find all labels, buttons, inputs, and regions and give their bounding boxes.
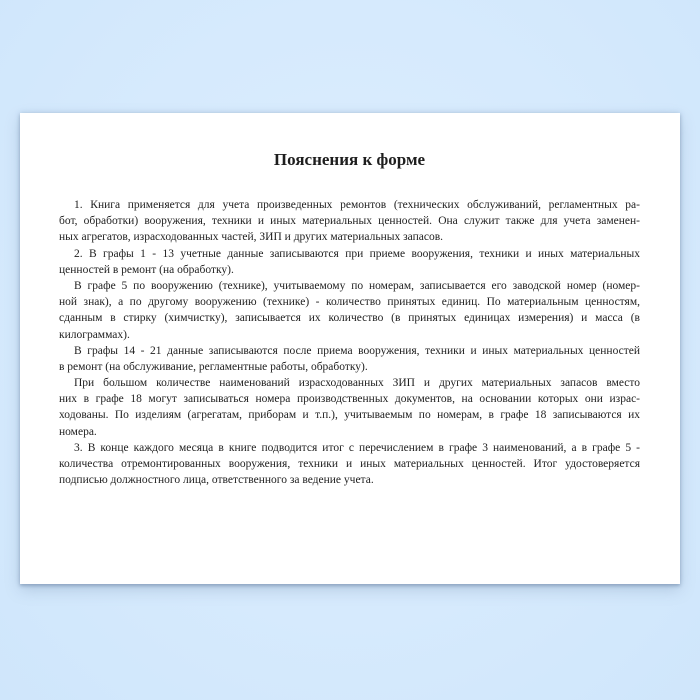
text-line: 1. Книга применяется для учета произведенных ремонтов (технических обслуживаний, регламентных ра- [74,199,640,211]
text-line: В графы 14 - 21 данные записываются после приема вооружения, техники и иных материальных ценностей [74,344,640,357]
text-line: в ремонт (на обслуживание, регламентные работы, обработку). [59,360,368,373]
page-title: Пояснения к форме [273,150,426,169]
text-line: номера. [59,425,97,438]
text-line: 3. В конце каждого месяца в книге подводится итог с перечислением в графе 3 наименований, а в графе 5 - [74,441,640,454]
document-page [20,113,680,584]
text-line: сданным в стирку (химчистку), записывается их количество (в принятых единицах измерения) и масса (в [59,312,640,325]
text-line: подписью должностного лица, ответственного за ведение учета. [59,474,374,487]
text-line: количества отремонтированных вооружения, техники и иных материальных ценностей. Итог удостоверяется [59,458,640,470]
text-line: При большом количестве наименований израсходованных ЗИП и других материальных запасов вместо [74,377,640,390]
text-line: 2. В графы 1 - 13 учетные данные записываются при приеме вооружения, техники и иных материальных [74,247,640,260]
text-line: ходованы. По изделиям (агрегатам, приборам и т.п.), учитываемым по номерам, в графе 18 записываются их [59,409,640,422]
text-line: В графе 5 по вооружению (технике), учитываемому по номерам, записывается его заводской номер (номер- [74,279,640,292]
text-line: бот, обработки) вооружения, техники и иных материальных ценностей. Она служит также для учета заменен- [59,215,640,228]
text-line: них в графе 18 могут записываться номера производственных документов, на основании которых они израс- [59,393,640,406]
document-body [59,197,640,488]
text-line: ных агрегатов, израсходованных частей, ЗИП и других материальных запасов. [59,231,444,244]
text-line: ной знак), а по другому вооружению (технике) - количество принятых единиц. По материальным ценностям, [59,296,640,309]
text-line: килограммах). [59,328,130,341]
text-line: ценностей в ремонт (на обработку). [59,263,234,276]
